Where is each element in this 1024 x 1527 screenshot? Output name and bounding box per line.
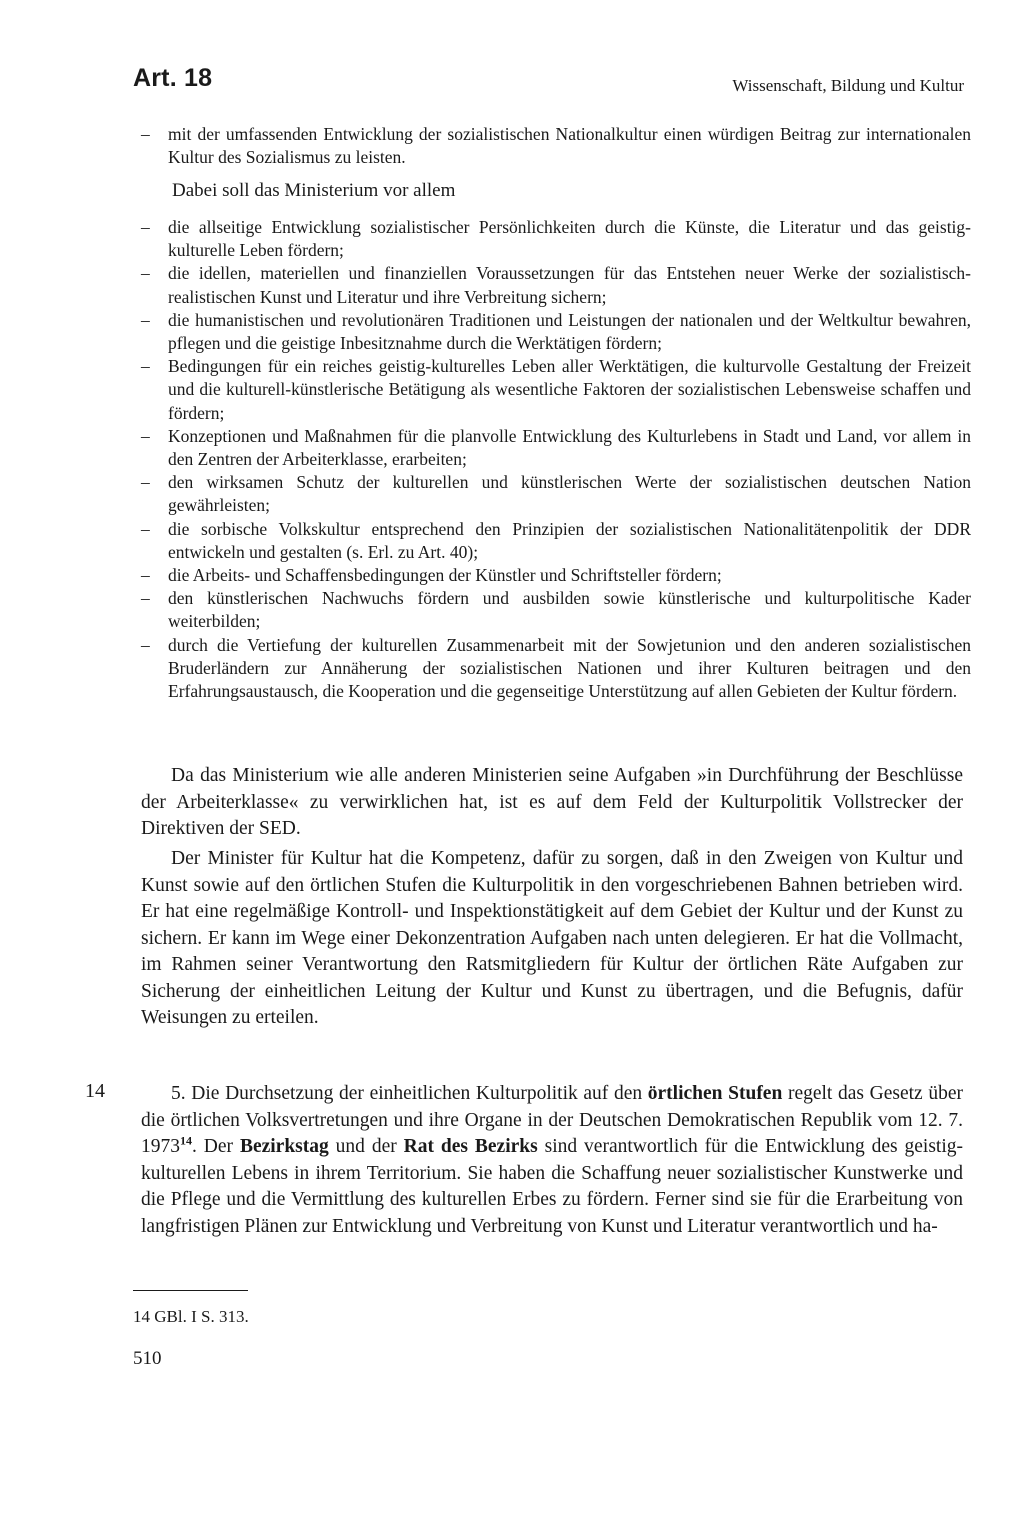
list-item: – die humanistischen und revolutionären Traditionen und Leistungen der nationalen und der Weltkultur bewahren, pflegen und die geistige Inbesitznahme durch die Werktätigen fördern; <box>141 309 971 355</box>
list-item: – Bedingungen für ein reiches geistig-kulturelles Leben aller Werktätigen, die kulturvolle Gestaltung der Freizeit und die kulturell-künstlerische Betätigung als wesentliche Faktoren der sozialistischen Lebensweise schaffen und fördern; <box>141 355 971 425</box>
list-item: – die Arbeits- und Schaffensbedingungen der Künstler und Schriftsteller fördern; <box>141 564 971 587</box>
list-item: – mit der umfassenden Entwicklung der sozialistischen Nationalkultur einen würdigen Beitrag zur internationalen Kultur des Sozialismus zu leisten. <box>141 123 971 169</box>
text-run: und der <box>328 1136 404 1157</box>
list-item: – den wirksamen Schutz der kulturellen und künstlerischen Werte der sozialistischen deutschen Nation gewährleisten; <box>141 471 971 517</box>
list-item: – Konzeptionen und Maßnahmen für die planvolle Entwicklung des Kulturlebens in Stadt und Land, vor allem in den Zentren der Arbeiterklasse, erarbeiten; <box>141 425 971 471</box>
list-item: – durch die Vertiefung der kulturellen Zusammenarbeit mit der Sowjetunion und den anderen sozialistischen Bruderländern zur Annäherung der sozialistischen Nationen und ihrer Kulturen beitragen und den Erfahrungsaustausch, die Kooperation und die gegenseitige Unterstützung auf allen Gebieten der Kultur fördern. <box>141 634 971 704</box>
list-item: – die sorbische Volkskultur entsprechend den Prinzipien der sozialistischen Nationalitätenpolitik der DDR entwickeln und gestalten (s. Erl. zu Art. 40); <box>141 518 971 564</box>
list-intro: Dabei soll das Ministerium vor allem <box>172 180 456 201</box>
body-paragraph: Da das Ministerium wie alle anderen Ministerien seine Aufgaben »in Durchführung der Beschlüsse der Arbeiterklasse« zu verwirklichen hat, ist es auf dem Feld der Kulturpolitik Vollstrecker der Direktiven der SED. <box>141 765 963 839</box>
footnote-divider <box>133 1290 248 1291</box>
text-run: sind verantwortlich für die Entwicklung des geistig-kulturellen Lebens in ihrem Territorium. Sie haben die Schaffung neuer sozialistischer Kunstwerke und die Pflege und die Vermittlung des kulturellen Erbes zu fördern. Ferner sind sie für die Erarbeitung von langfristigen Plänen zur Entwicklung und Verbreitung von Kunst und Literatur verantwortlich und ha- <box>141 1136 963 1237</box>
footnote: 14 GBl. I S. 313. <box>133 1307 249 1326</box>
article-heading: Art. 18 <box>133 64 213 92</box>
text-run: . Der <box>192 1136 240 1157</box>
bold-term: Rat des Bezirks <box>403 1136 538 1157</box>
bold-term: Bezirkstag <box>239 1136 329 1157</box>
body-paragraph: Der Minister für Kultur hat die Kompetenz, dafür zu sorgen, daß in den Zweigen von Kultur und Kunst sowie auf den örtlichen Stufen die Kulturpolitik in den vorgeschriebenen Bahnen betrieben wird. Er hat eine regelmäßige Kontroll- und Inspektionstätigkeit auf dem Gebiet der Kultur und der Kunst zu sichern. Er kann im Wege einer Dekonzentration Aufgaben nach unten delegieren. Er hat die Vollmacht, im Rahmen seiner Verantwortung den Ratsmitgliedern für Kultur der örtlichen Räte Aufgaben zur Sicherung der einheitlichen Leitung der Kultur und Kunst zu übertragen, und die Befugnis, dafür Weisungen zu erteilen. <box>141 848 963 1028</box>
margin-number: 14 <box>85 1080 105 1102</box>
list-item: – die idellen, materiellen und finanziellen Voraussetzungen für das Entstehen neuer Werke der sozialistisch-realistischen Kunst und Literatur und ihre Verbreitung sichern; <box>141 262 971 308</box>
text-run: regelt das Gesetz über die örtlichen Volksvertretungen und ihre Organe in der Deutschen Demokratischen Republik vom 12. 7. 1973 <box>141 1083 963 1157</box>
running-header: Wissenschaft, Bildung und Kultur <box>732 76 964 95</box>
bullet-list-main <box>141 216 971 703</box>
list-item: – die allseitige Entwicklung sozialistischer Persönlichkeiten durch die Künste, die Literatur und das geistig-kulturelle Leben fördern; <box>141 216 971 262</box>
bold-term: örtlichen Stufen <box>647 1083 783 1104</box>
bullet-list-top <box>141 123 971 169</box>
footnote-reference[interactable]: 14 <box>180 1133 192 1148</box>
text-run: 5. Die Durchsetzung der einheitlichen Kulturpolitik auf den <box>171 1083 648 1104</box>
page-number: 510 <box>133 1348 162 1369</box>
list-item: – den künstlerischen Nachwuchs fördern und ausbilden sowie künstlerische und kulturpolitische Kader weiterbilden; <box>141 587 971 633</box>
body-paragraph <box>141 1081 963 1240</box>
